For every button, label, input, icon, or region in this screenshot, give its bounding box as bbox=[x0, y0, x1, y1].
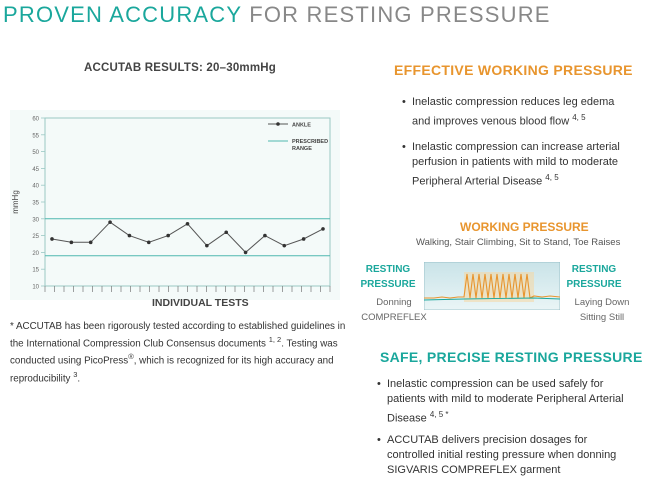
resting-pressure-left-label bbox=[360, 262, 416, 292]
ankle-data-point bbox=[263, 234, 267, 238]
legend-range-label-1: PRESCRIBED bbox=[292, 139, 329, 145]
y-axis-label: mmHg bbox=[11, 190, 20, 214]
ewp-bullet-1 bbox=[402, 95, 634, 130]
footnote bbox=[10, 320, 355, 385]
accutab-chart bbox=[10, 110, 340, 300]
page-title-light: FOR RESTING PRESSURE bbox=[249, 2, 551, 27]
working-pressure-heading: WORKING PRESSURE bbox=[460, 220, 589, 234]
ankle-data-point bbox=[224, 230, 228, 234]
ankle-data-point bbox=[186, 222, 190, 226]
ankle-data-point bbox=[147, 241, 151, 245]
y-tick-label: 10 bbox=[32, 284, 39, 291]
resting-pressure-right-text bbox=[562, 295, 642, 325]
resting-pressure-right-line1: RESTING bbox=[571, 264, 617, 275]
footnote-part3: , which is recognized for its high accuracy and reproducibility bbox=[10, 355, 334, 384]
sitting-still-text: Sitting Still bbox=[579, 312, 625, 323]
ewp-bullet-2-ref: 4, 5 bbox=[545, 173, 559, 182]
y-tick-label: 20 bbox=[32, 250, 39, 257]
registered-mark: ® bbox=[128, 352, 134, 362]
y-tick-label: 25 bbox=[32, 234, 39, 241]
chart-background bbox=[10, 110, 340, 300]
page-title-strong: PROVEN ACCURACY bbox=[3, 2, 242, 27]
page-title bbox=[3, 2, 551, 28]
ankle-data-point bbox=[108, 220, 112, 224]
bullet-dot: • bbox=[377, 434, 381, 446]
ankle-data-point bbox=[282, 244, 286, 248]
ankle-data-point bbox=[244, 251, 248, 255]
ankle-data-point bbox=[302, 237, 306, 241]
y-tick-label: 35 bbox=[32, 200, 39, 207]
spr-bullet-1 bbox=[377, 377, 627, 427]
footnote-part2: . Testing was conducted using PicoPress bbox=[10, 338, 338, 367]
ankle-data-point bbox=[321, 227, 325, 231]
effective-working-pressure-heading: EFFECTIVE WORKING PRESSURE bbox=[394, 62, 633, 78]
compreflex-text: COMPREFLEX bbox=[361, 312, 427, 323]
y-tick-label: 15 bbox=[32, 267, 39, 274]
pressure-waveform bbox=[424, 262, 560, 310]
y-tick-label: 45 bbox=[32, 166, 39, 173]
resting-pressure-left-text bbox=[355, 295, 433, 325]
chart-title: ACCUTAB RESULTS: 20–30mmHg bbox=[84, 62, 276, 74]
y-tick-label: 30 bbox=[32, 217, 39, 224]
y-tick-label: 50 bbox=[32, 150, 39, 157]
footnote-part4: . bbox=[77, 372, 81, 384]
resting-pressure-left-line1: RESTING bbox=[365, 264, 411, 275]
resting-pressure-right-label bbox=[566, 262, 622, 292]
spr-bullet-1-ref: 4, 5 * bbox=[429, 410, 449, 419]
ankle-data-point bbox=[70, 241, 74, 245]
bullet-dot: • bbox=[402, 141, 406, 153]
ewp-bullet-2 bbox=[402, 140, 627, 190]
footnote-ref1: 1, 2 bbox=[268, 335, 282, 344]
footnote-ref3: 3 bbox=[73, 369, 78, 379]
working-pressure-activities: Walking, Stair Climbing, Sit to Stand, Toe Raises bbox=[416, 237, 621, 248]
donning-text: Donning bbox=[376, 297, 412, 308]
spr-bullet-2-text: ACCUTAB delivers precision dosages for controlled initial resting pressure when donning SIGVARIS COMPREFLEX garment bbox=[387, 434, 617, 476]
legend-ankle-label: ANKLE bbox=[292, 122, 311, 129]
ewp-bullet-1-ref: 4, 5 bbox=[572, 113, 586, 122]
laying-down-text: Laying Down bbox=[574, 297, 630, 308]
legend-ankle-marker bbox=[276, 122, 280, 126]
ankle-data-point bbox=[128, 234, 132, 238]
x-axis-caption: INDIVIDUAL TESTS bbox=[152, 297, 249, 309]
spr-bullet-1-text: Inelastic compression can be used safely for patients with mild to moderate Peripheral Arterial Disease bbox=[387, 378, 624, 425]
resting-pressure-right-line2: PRESSURE bbox=[566, 279, 622, 290]
y-tick-label: 60 bbox=[32, 116, 39, 123]
ewp-bullet-1-text: Inelastic compression reduces leg edema and improves venous blood flow bbox=[412, 96, 615, 128]
ankle-data-point bbox=[205, 244, 209, 248]
bullet-dot: • bbox=[377, 378, 381, 390]
y-tick-label: 40 bbox=[32, 183, 39, 190]
ankle-data-point bbox=[89, 241, 93, 245]
spr-bullet-2 bbox=[377, 433, 627, 478]
ankle-data-point bbox=[50, 237, 54, 241]
safe-precise-resting-pressure-heading: SAFE, PRECISE RESTING PRESSURE bbox=[380, 349, 643, 365]
footnote-part1: * ACCUTAB has been rigorously tested according to established guidelines in the International Compression Club Consensus documents bbox=[10, 321, 346, 350]
legend-range-label-2: RANGE bbox=[292, 146, 312, 152]
ankle-data-point bbox=[166, 234, 170, 238]
y-tick-label: 55 bbox=[32, 133, 39, 140]
bullet-dot: • bbox=[402, 96, 406, 108]
resting-pressure-left-line2: PRESSURE bbox=[360, 279, 416, 290]
ewp-bullet-2-text: Inelastic compression can increase arterial perfusion in patients with mild to moderate Peripheral Arterial Disease bbox=[412, 141, 620, 188]
